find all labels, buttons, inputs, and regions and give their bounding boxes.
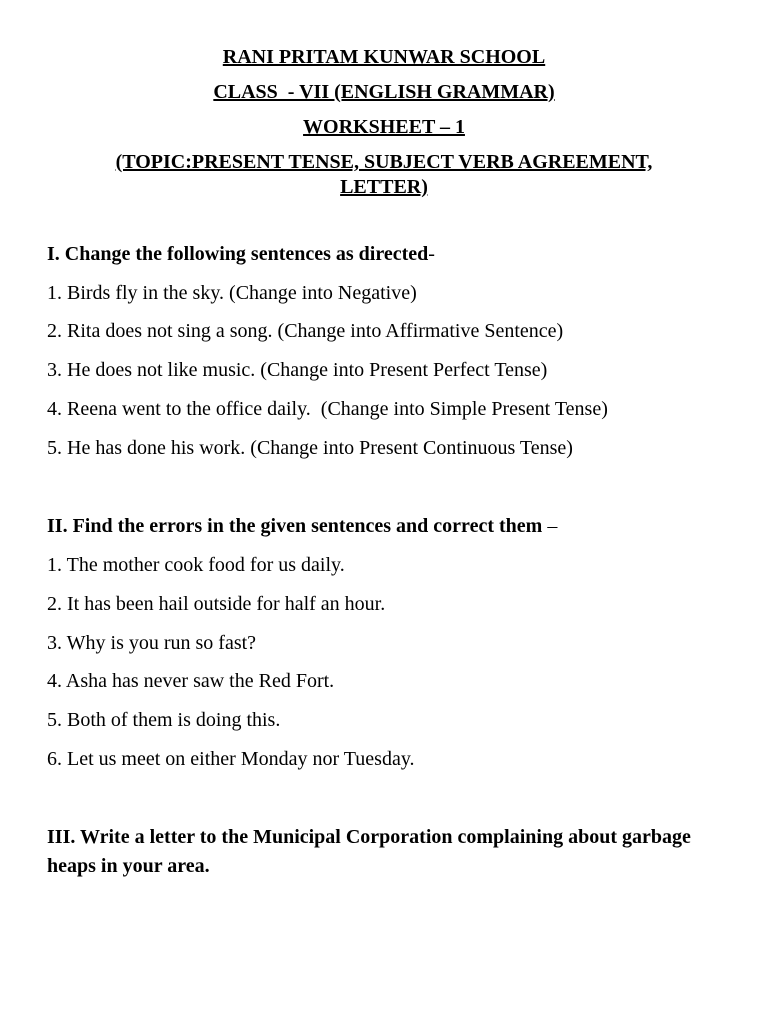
section-1-heading-suffix: -	[428, 243, 435, 265]
section-1-item: 5. He has done his work. (Change into Present Continuous Tense)	[47, 437, 573, 459]
section-2-item: 4. Asha has never saw the Red Fort.	[47, 670, 335, 692]
section-2-heading-text: II. Find the errors in the given sentences and correct them	[47, 515, 548, 537]
worksheet-title: WORKSHEET – 1	[303, 116, 465, 138]
section-2-item: 5. Both of them is doing this.	[47, 709, 281, 731]
section-1-heading	[47, 240, 737, 269]
section-2-item: 6. Let us meet on either Monday nor Tuesday.	[47, 748, 415, 770]
class-title: CLASS - VII (ENGLISH GRAMMAR)	[213, 81, 555, 103]
section-1-item: 2. Rita does not sing a song. (Change into Affirmative Sentence)	[47, 320, 564, 342]
topic-line-1: (TOPIC:PRESENT TENSE, SUBJECT VERB AGREEMENT,	[115, 151, 653, 173]
topic-line-2: LETTER)	[340, 176, 428, 198]
section-2-item: 2. It has been hail outside for half an hour.	[47, 593, 386, 615]
section-1-heading-text: I. Change the following sentences as directed	[47, 243, 429, 265]
topic-title	[40, 150, 728, 200]
section-1-item: 3. He does not like music. (Change into Present Perfect Tense)	[47, 359, 548, 381]
section-2-item: 3. Why is you run so fast?	[47, 632, 257, 654]
section-1-item: 1. Birds fly in the sky. (Change into Negative)	[47, 282, 417, 304]
section-2-heading-suffix: –	[547, 515, 558, 537]
school-name: RANI PRITAM KUNWAR SCHOOL	[222, 46, 546, 68]
section-3-heading: III. Write a letter to the Municipal Corporation complaining about garbage heaps in your area.	[47, 826, 691, 877]
section-2-item: 1. The mother cook food for us daily.	[47, 554, 345, 576]
section-2-heading	[47, 512, 737, 541]
section-1-item: 4. Reena went to the office daily. (Change into Simple Present Tense)	[47, 398, 608, 420]
